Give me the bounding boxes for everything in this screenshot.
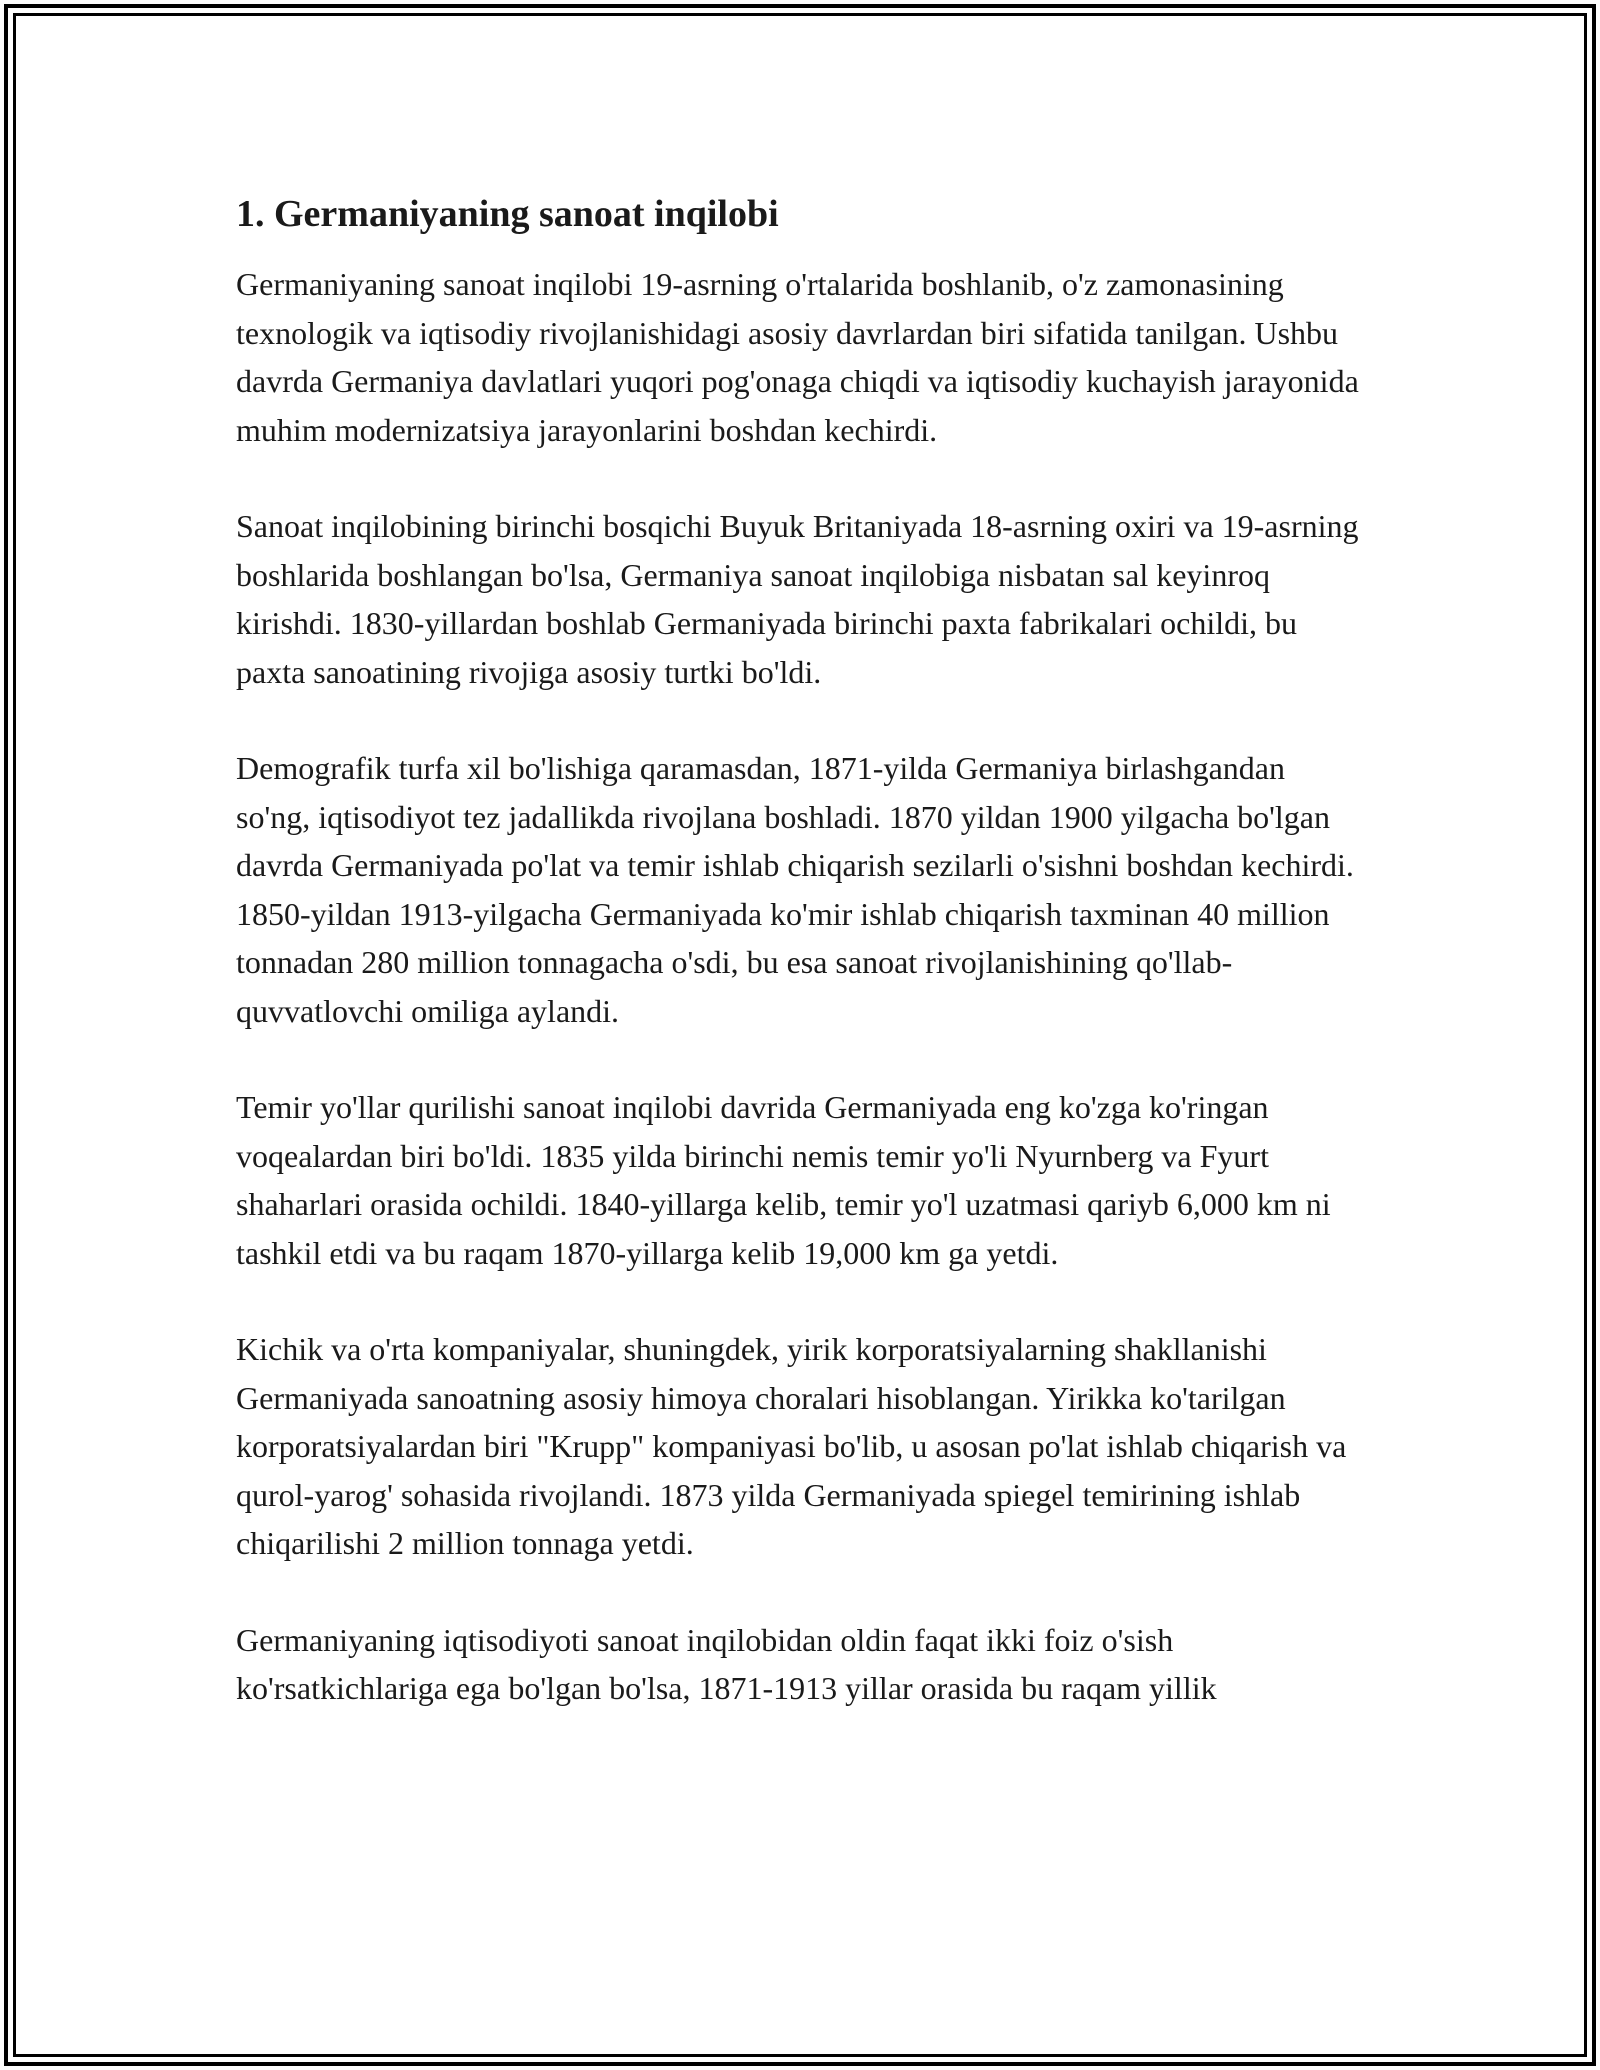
paragraph-4: Temir yo'llar qurilishi sanoat inqilobi davrida Germaniyada eng ko'zga ko'ringan voqealardan biri bo'ldi. 1835 yilda birinchi nemis temir yo'li Nyurnberg va Fyurt shaharlari orasida ochildi. 1840-yillarga kelib, temir yo'l uzatmasi qariyb 6,000 km ni tashkil etdi va bu raqam 1870-yillarga kelib 19,000 km ga yetdi.: [236, 1089, 1331, 1271]
paragraph-2: Sanoat inqilobining birinchi bosqichi Buyuk Britaniyada 18-asrning oxiri va 19-asrning boshlarida boshlangan bo'lsa, Germaniya sanoat inqilobiga nisbatan sal keyinroq kirishdi. 1830-yillardan boshlab Germaniyada birinchi paxta fabrikalari ochildi, bu paxta sanoatining rivojiga asosiy turtki bo'ldi.: [236, 508, 1359, 690]
paragraph-6: Germaniyaning iqtisodiyoti sanoat inqilobidan oldin faqat ikki foiz o'sish ko'rsatkichlariga ega bo'lgan bo'lsa, 1871-1913 yillar orasida bu raqam yillik: [236, 1621, 1217, 1706]
paragraph-1: Germaniyaning sanoat inqilobi 19-asrning o'rtalarida boshlanib, o'z zamonasining texnologik va iqtisodiy rivojlanishidagi asosiy davrlardan biri sifatida tanilgan. Ushbu davrda Germaniya davlatlari yuqori pog'onaga chiqdi va iqtisodiy kuchayish jarayonida muhim modernizatsiya jarayonlarini boshdan kechirdi.: [236, 266, 1359, 448]
section-heading: 1. Germaniyaning sanoat inqilobi: [236, 193, 779, 235]
paragraph-5: Kichik va o'rta kompaniyalar, shuningdek, yirik korporatsiyalarning shakllanishi Germaniyada sanoatning asosiy himoya choralari hisoblangan. Yirikka ko'tarilgan korporatsiyalardan biri "Krupp" kompaniyasi bo'lib, u asosan po'lat ishlab chiqarish va qurol-yarog' sohasida rivojlandi. 1873 yilda Germaniyada spiegel temirining ishlab chiqarilishi 2 million tonnaga yetdi.: [236, 1331, 1347, 1561]
document-body: [236, 188, 1366, 1761]
paragraph-3: Demografik turfa xil bo'lishiga qaramasdan, 1871-yilda Germaniya birlashgandan so'ng, iqtisodiyot tez jadallikda rivojlana boshladi. 1870 yildan 1900 yilgacha bo'lgan davrda Germaniyada po'lat va temir ishlab chiqarish sezilarli o'sishni boshdan kechirdi. 1850-yildan 1913-yilgacha Germaniyada ko'mir ishlab chiqarish taxminan 40 million tonnadan 280 million tonnagacha o'sdi, bu esa sanoat rivojlanishining qo'llab-quvvatlovchi omiliga aylandi.: [236, 750, 1354, 1029]
